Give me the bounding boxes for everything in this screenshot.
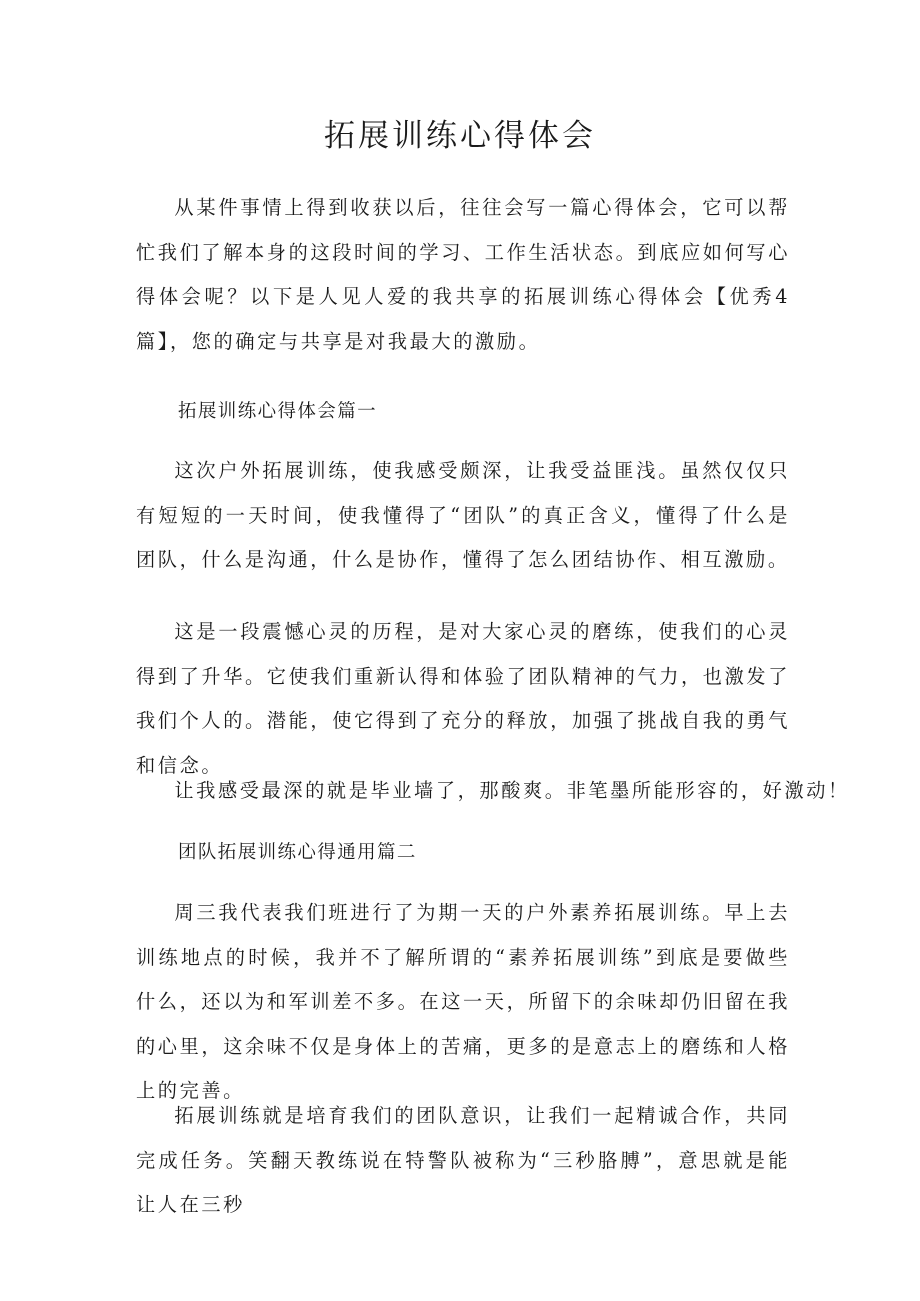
section1-paragraph-2: 这是一段震憾心灵的历程，是对大家心灵的磨练，使我们的心灵得到了升华。它使我们重新认得和体验了团队精神的气力，也激发了我们个人的。潜能，使它得到了充分的释放，加强了挑战自我的勇气和信念。: [136, 620, 790, 777]
section2-paragraph-1: 周三我代表我们班进行了为期一天的户外素养拓展训练。早上去训练地点的时候，我并不了解所谓的“素养拓展训练”到底是要做些什么，还以为和军训差不多。在这一天，所留下的余味却仍旧留在我的心里，这余味不仅是身体上的苦痛，更多的是意志上的磨练和人格上的完善。: [136, 901, 790, 1102]
section-heading-2: 团队拓展训练心得通用篇二: [178, 842, 417, 863]
section1-paragraph-1: 这次户外拓展训练，使我感受颇深，让我受益匪浅。虽然仅仅只有短短的一天时间，使我懂得了“团队”的真正含义，懂得了什么是团队，什么是沟通，什么是协作，懂得了怎么团结协作、相互激励。: [136, 459, 790, 571]
section1-paragraph-3: 让我感受最深的就是毕业墙了，那酸爽。非笔墨所能形容的，好激动！: [174, 779, 850, 802]
document-title: 拓展训练心得体会: [324, 118, 596, 154]
section-heading-1: 拓展训练心得体会篇一: [178, 401, 378, 422]
intro-paragraph: 从某件事情上得到收获以后，往往会写一篇心得体会，它可以帮忙我们了解本身的这段时间的学习、工作生活状态。到底应如何写心得体会呢？以下是人见人爱的我共享的拓展训练心得体会【优秀4篇】，您的确定与共享是对我最大的激励。: [136, 196, 790, 353]
section2-paragraph-2: 拓展训练就是培育我们的团队意识，让我们一起精诚合作，共同完成任务。笑翻天教练说在特警队被称为“三秒胳膊”，意思就是能让人在三秒: [136, 1104, 790, 1216]
